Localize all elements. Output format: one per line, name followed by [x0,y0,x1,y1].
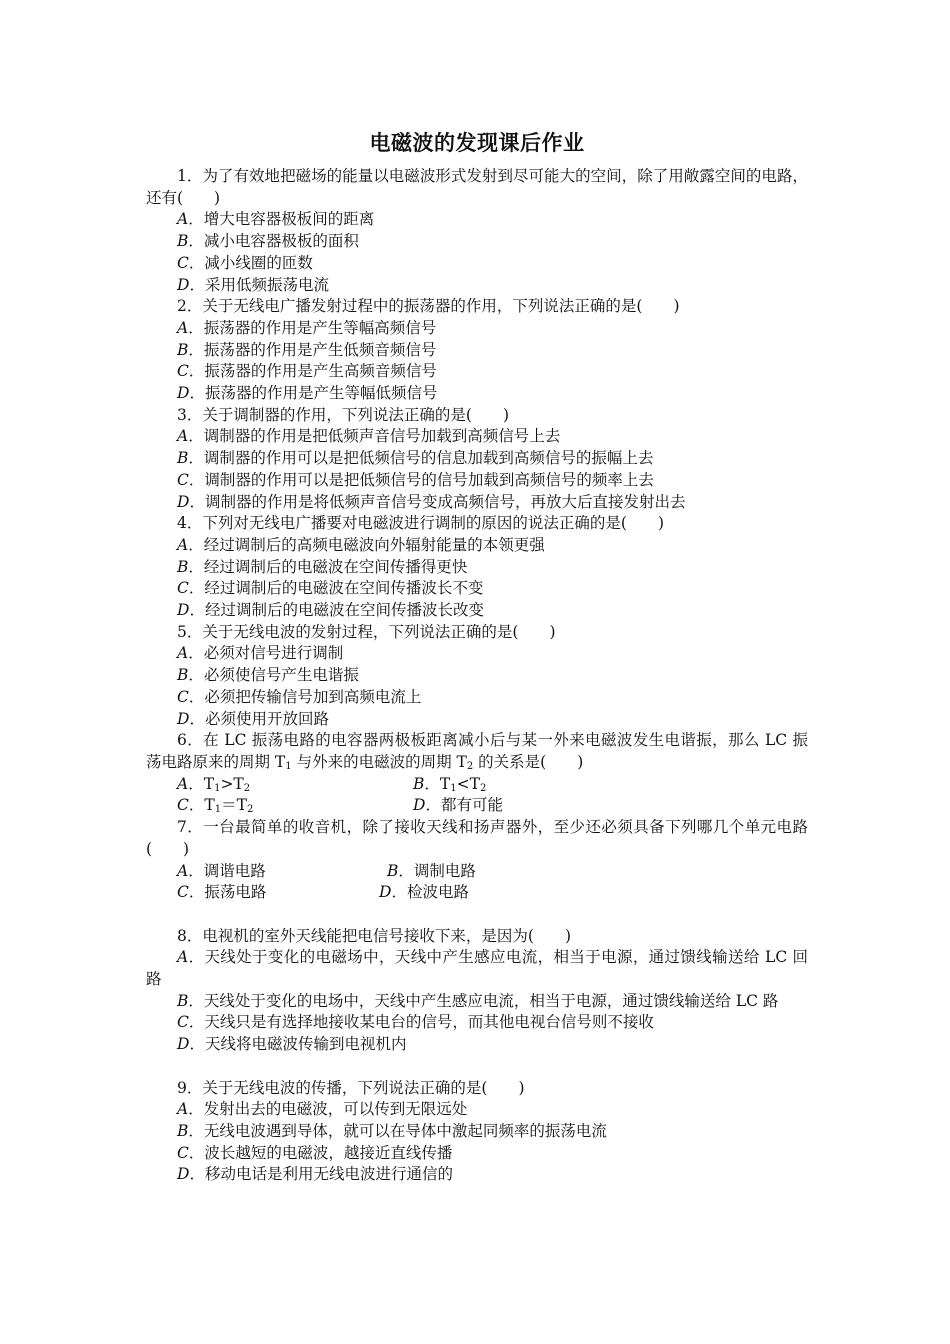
option-c: C．必须把传输信号加到高频电流上 [177,687,422,706]
option-a: A．调谐电路 [177,861,266,880]
option-c: C．天线只是有选择地接收某电台的信号，而其他电视台信号则不接收 [177,1013,654,1032]
option-a: A．必须对信号进行调制 [177,644,344,663]
option-c: C．减小线圈的匝数 [177,253,313,272]
option-a: A．振荡器的作用是产生等幅高频信号 [177,318,437,337]
option-d: D．经过调制后的电磁波在空间传播波长改变 [177,601,484,620]
question-stem: 2．关于无线电广播发射过程中的振荡器的作用，下列说法正确的是( ) [177,297,680,316]
option-a: A．经过调制后的高频电磁波向外辐射能量的本领更强 [177,535,545,554]
option-d: D．都有可能 [413,796,503,815]
option-c: C．调制器的作用可以是把低频信号的信号加载到高频信号的频率上去 [177,470,654,489]
question-8 [146,926,808,1056]
question-9 [146,1078,808,1187]
option-b: B．经过调制后的电磁波在空间传播得更快 [177,557,468,576]
option-row [146,795,808,817]
question-stem: 4．下列对无线电广播要对电磁波进行调制的原因的说法正确的是( ) [177,514,664,533]
option-a: A．天线处于变化的电磁场中，天线中产生感应电流，相当于电源，通过馈线输送给 LC 回路 [146,948,808,988]
option-d: D．采用低频振荡电流 [177,275,329,294]
option-b: B．天线处于变化的电场中，天线中产生感应电流，相当于电源，通过馈线输送给 LC 路 [177,991,779,1010]
option-a: A．增大电容器极板间的距离 [177,210,375,229]
question-stem: 1．为了有效地把磁场的能量以电磁波形式发射到尽可能大的空间，除了用敞露空间的电路，还有( ) [146,167,808,207]
question-list [146,166,808,1186]
option-row [146,774,808,796]
option-c: C．经过调制后的电磁波在空间传播波长不变 [177,579,484,598]
option-c: C．$T_1=T_2$ [177,796,254,816]
question-4 [146,513,808,622]
option-c: C．振荡电路 [177,883,267,902]
question-7 [146,817,808,904]
question-stem: 9．关于无线电波的传播，下列说法正确的是( ) [177,1078,525,1097]
option-c: C．波长越短的电磁波，越接近直线传播 [177,1143,453,1162]
option-d: D．调制器的作用是将低频声音信号变成高频信号，再放大后直接发射出去 [177,492,686,511]
option-b: B．无线电波遇到导体，就可以在导体中激起同频率的振荡电流 [177,1121,607,1140]
question-stem: 5．关于无线电波的发射过程，下列说法正确的是( ) [177,622,556,641]
option-b: B．必须使信号产生电谐振 [177,666,359,685]
question-stem: 8．电视机的室外天线能把电信号接收下来，是因为( ) [177,926,571,945]
option-b: B．调制电路 [387,861,476,880]
question-5 [146,622,808,731]
option-d: D．移动电话是利用无线电波进行通信的 [177,1165,453,1184]
option-d: D．必须使用开放回路 [177,709,329,728]
question-2 [146,296,808,405]
option-b: B．$T_1<T_2$ [413,774,487,794]
question-1 [146,166,808,296]
option-d: D．天线将电磁波传输到电视机内 [177,1035,407,1054]
question-stem: 6．在 LC 振荡电路的电容器两极板距离减小后与某一外来电磁波发生电谐振，那么 LC 振荡电路原来的周期 $T_1$ 与外来的电磁波的周期 $T_2$ 的关系是( ) [146,731,808,772]
spacer [146,904,808,926]
option-a: A．$T_1>T_2$ [177,774,251,794]
spacer [146,1056,808,1078]
option-a: A．调制器的作用是把低频声音信号加载到高频信号上去 [177,427,561,446]
option-a: A．发射出去的电磁波，可以传到无限远处 [177,1100,468,1119]
option-d: D．振荡器的作用是产生等幅低频信号 [177,384,438,403]
question-3 [146,405,808,514]
question-stem: 3．关于调制器的作用，下列说法正确的是( ) [177,405,509,424]
option-b: B．减小电容器极板的面积 [177,232,359,251]
option-row [146,861,808,883]
question-6 [146,730,808,817]
option-b: B．调制器的作用可以是把低频信号的信息加载到高频信号的振幅上去 [177,449,654,468]
option-row [146,882,808,904]
option-c: C．振荡器的作用是产生高频音频信号 [177,362,437,381]
option-d: D．检波电路 [379,883,469,902]
question-stem: 7．一台最简单的收音机，除了接收天线和扬声器外，至少还必须具备下列哪几个单元电路( ) [146,818,808,858]
option-b: B．振荡器的作用是产生低频音频信号 [177,340,437,359]
page-title: 电磁波的发现课后作业 [369,131,585,155]
